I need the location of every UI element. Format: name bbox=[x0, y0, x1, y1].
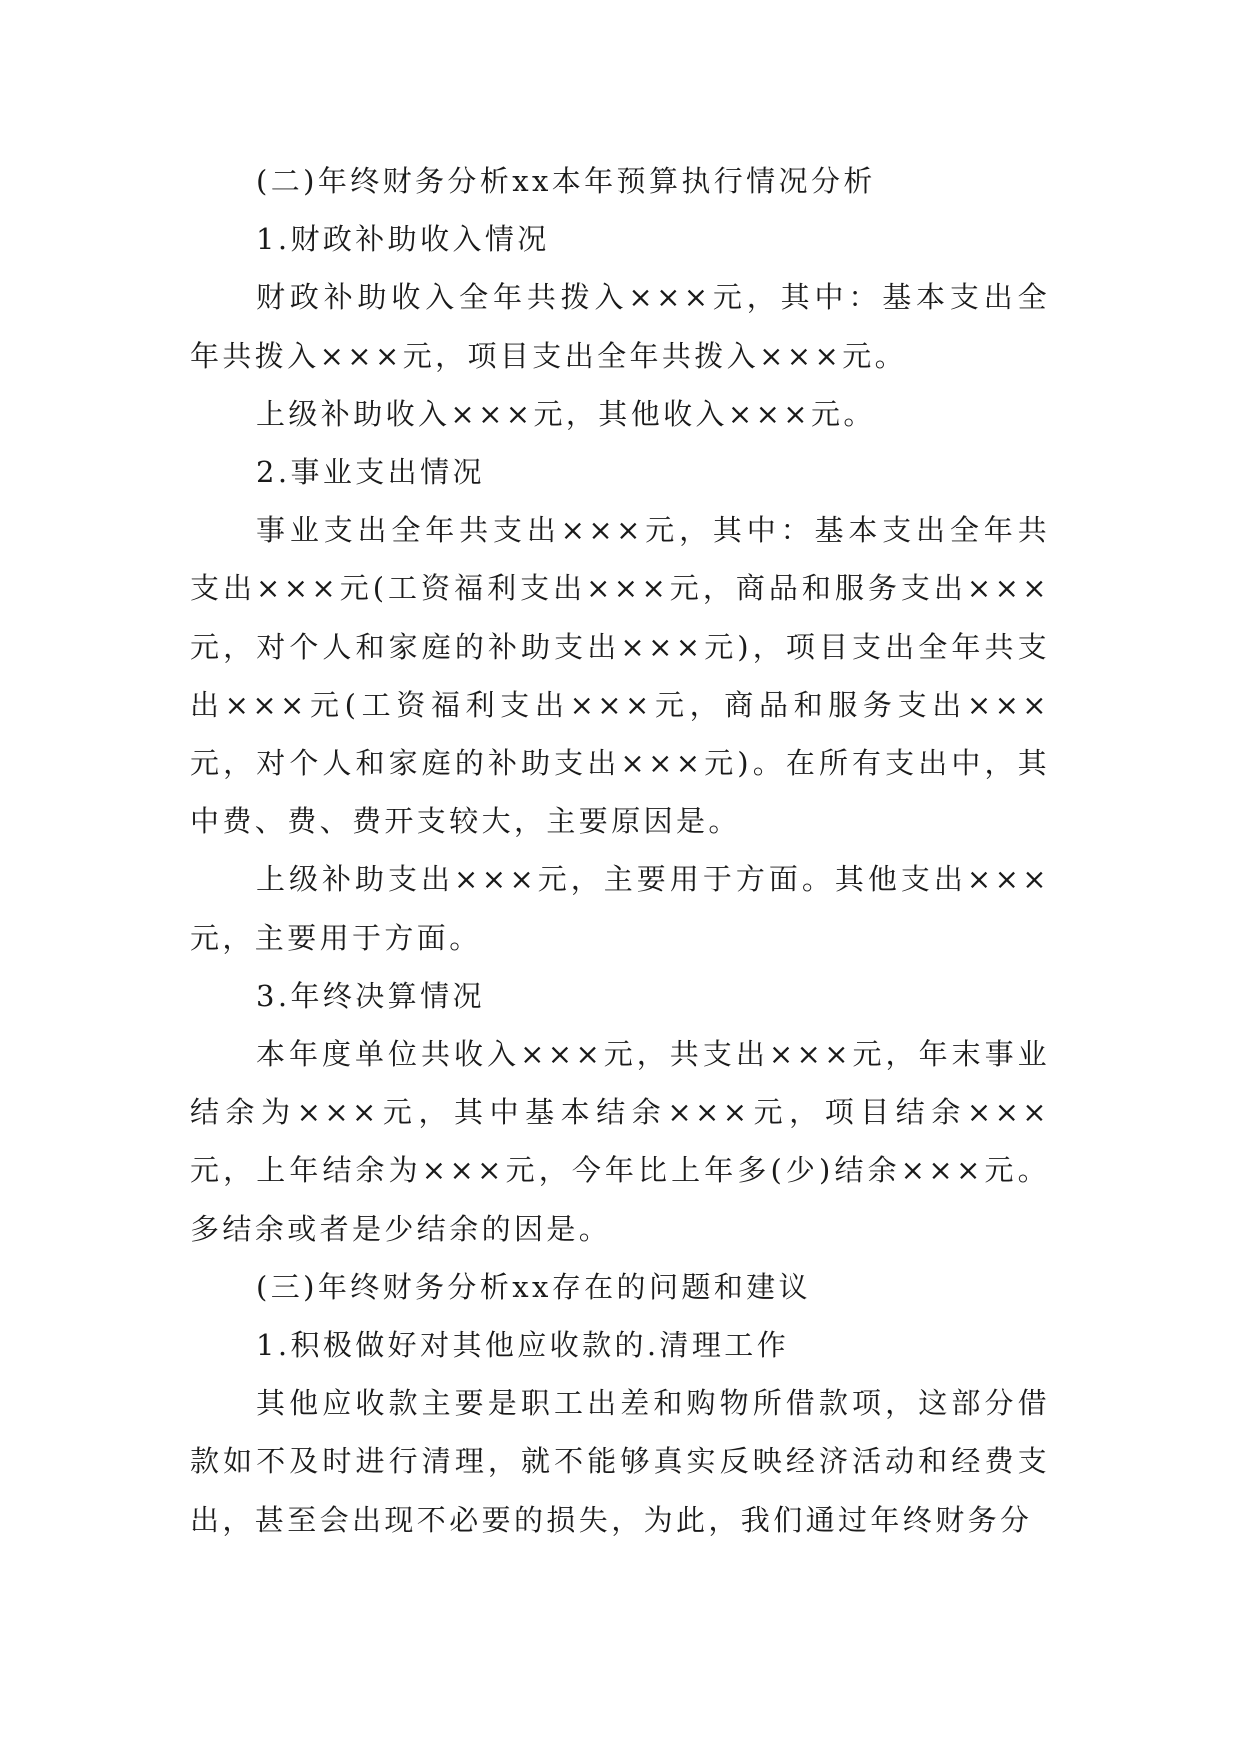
paragraph-superior-subsidy-expenditure: 上级补助支出×××元，主要用于方面。其他支出×××元，主要用于方面。 bbox=[190, 862, 1050, 955]
paragraph-other-receivables: 其他应收款主要是职工出差和购物所借款项，这部分借款如不及时进行清理，就不能够真实反映经济活动和经费支出，甚至会出现不必要的损失，为此，我们通过年终财务分 bbox=[190, 1386, 1050, 1537]
paragraph-business-expenditure: 事业支出全年共支出×××元，其中：基本支出全年共支出×××元(工资福利支出×××元，商品和服务支出×××元，对个人和家庭的补助支出×××元)，项目支出全年共支出×××元(工资福利支出×××元，商品和服务支出×××元，对个人和家庭的补助支出×××元)。在所有支出中，其中费、费、费开支较大，主要原因是。 bbox=[190, 513, 1050, 839]
subheading-business-expenditure: 2.事业支出情况 bbox=[256, 455, 485, 490]
section-heading-budget-analysis: (二)年终财务分析xx本年预算执行情况分析 bbox=[256, 164, 876, 198]
paragraph-final-accounts: 本年度单位共收入×××元，共支出×××元，年末事业结余为×××元，其中基本结余×××元，项目结余×××元，上年结余为×××元，今年比上年多(少)结余×××元。多结余或者是少结余的因是。 bbox=[190, 1037, 1050, 1246]
document-body bbox=[190, 152, 1050, 1549]
subheading-final-accounts: 3.年终决算情况 bbox=[256, 978, 485, 1013]
paragraph-fiscal-subsidy-income: 财政补助收入全年共拨入×××元，其中：基本支出全年共拨入×××元，项目支出全年共拨入×××元。 bbox=[190, 280, 1050, 373]
subheading-other-receivables: 1.积极做好对其他应收款的.清理工作 bbox=[256, 1328, 790, 1363]
paragraph-superior-subsidy-income: 上级补助收入×××元，其他收入×××元。 bbox=[256, 396, 876, 431]
section-heading-problems-suggestions: (三)年终财务分析xx存在的问题和建议 bbox=[256, 1269, 811, 1304]
subheading-fiscal-subsidy-income: 1.财政补助收入情况 bbox=[256, 222, 550, 257]
